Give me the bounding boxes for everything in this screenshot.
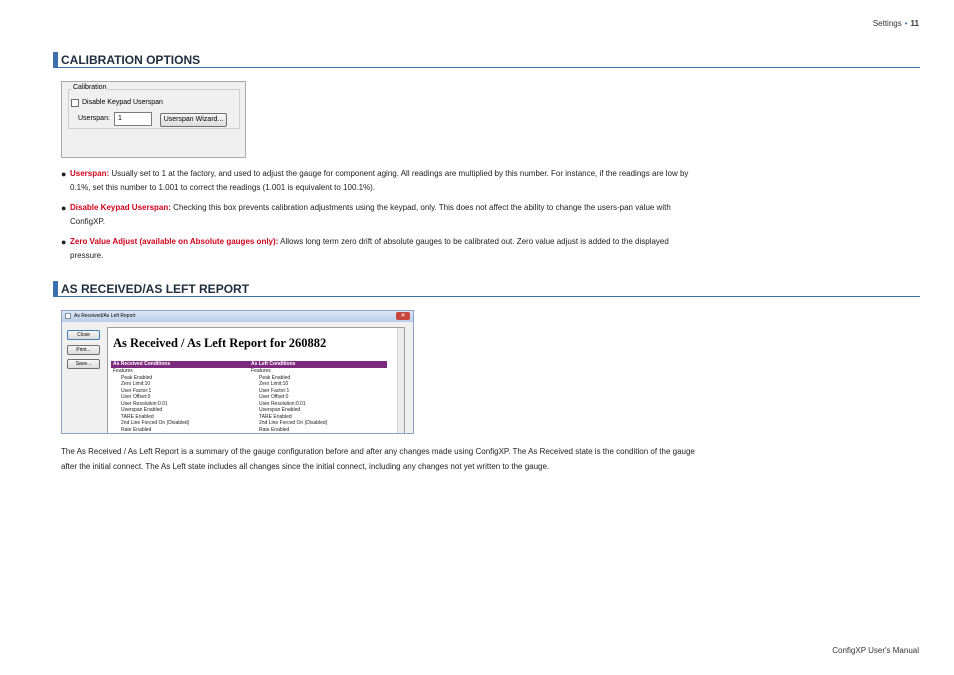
report-line: Rate Enabled <box>259 426 290 433</box>
disable-keypad-userspan-label: Disable Keypad Userspan <box>82 99 163 106</box>
features-label: Features <box>113 368 133 374</box>
page-footer: ConfigXP User's Manual <box>832 646 919 655</box>
as-left-column <box>249 361 387 433</box>
report-line: 2nd Line Forced On (Disabled) <box>121 420 190 426</box>
window-app-icon <box>65 313 71 319</box>
disable-keypad-userspan-checkbox[interactable] <box>71 99 79 107</box>
report-line: User Resolution:0.01 <box>121 400 168 407</box>
bullet-dot: ● <box>61 203 67 213</box>
bullet-term: Disable Keypad Userspan: <box>70 203 171 212</box>
as-received-header: As Received Conditions <box>111 361 249 368</box>
report-line: Rate Enabled <box>121 426 152 433</box>
bullet-userspan <box>61 167 701 195</box>
report-section-heading <box>53 280 920 297</box>
report-window-title: As Received/As Left Report <box>74 313 136 319</box>
heading-accent-bar <box>53 281 58 296</box>
as-received-column <box>111 361 249 433</box>
report-line: Zero Limit:10 <box>121 381 151 387</box>
report-scrollbar[interactable] <box>397 328 404 434</box>
report-window-screenshot <box>61 310 414 434</box>
bullet-text: Usually set to 1 at the factory, and used to adjust the gauge for component aging. All readings are multiplied by this number. For instance, if the readings are low by 0.1%, set this number to 1.001 to correct the readings (1.001 is equivalent to 100.1%). <box>70 169 689 192</box>
calibration-section-heading <box>53 51 920 68</box>
heading-accent-bar <box>53 52 58 67</box>
report-line: User Factor:1 <box>259 387 290 394</box>
calibration-bullet-list <box>61 167 701 269</box>
bullet-term: Userspan: <box>70 169 110 178</box>
report-line: TARE Enabled <box>121 413 154 420</box>
bullet-term: Zero Value Adjust (available on Absolute gauges only): <box>70 237 279 246</box>
bullet-text: Checking this box prevents calibration adjustments using the keypad, only. This does not affect the ability to change the users-pan value with ConfigXP. <box>70 203 671 226</box>
report-heading-text: AS RECEIVED/AS LEFT REPORT <box>61 282 250 296</box>
page-number: 11 <box>910 19 919 28</box>
report-line: 2nd Line Forced On (Disabled) <box>259 420 328 426</box>
report-save-button[interactable]: Save... <box>67 359 100 369</box>
report-line: User Offset:0 <box>121 394 151 400</box>
bullet-dot: ● <box>61 237 67 247</box>
calibration-heading-text: CALIBRATION OPTIONS <box>61 53 201 67</box>
header-separator: • <box>904 19 908 28</box>
features-label: Features <box>251 368 271 374</box>
report-close-button[interactable]: Close <box>67 330 100 340</box>
report-line: Userspan Enabled <box>259 407 301 413</box>
report-line: Peak Enabled <box>259 374 291 381</box>
report-description-paragraph: The As Received / As Left Report is a summary of the gauge configuration before and after any changes made using ConfigXP. The As Received state is the condition of the gauge after the initial connect. The As Left state includes all changes since the initial connect, including any changes not yet written to the gauge. <box>61 447 695 471</box>
report-line: TARE Enabled <box>259 413 292 420</box>
report-line: Zero Limit:10 <box>259 381 289 387</box>
bullet-text: Allows long term zero drift of absolute gauges to be calibrated out. Zero value adjust is added to the displayed pressure. <box>70 237 669 260</box>
report-window-titlebar <box>62 311 413 322</box>
window-close-icon[interactable]: ✕ <box>396 312 410 320</box>
as-left-header: As Left Conditions <box>249 361 387 368</box>
userspan-label: Userspan: <box>78 115 110 122</box>
report-line: User Resolution:0.01 <box>259 400 306 407</box>
calibration-dialog-screenshot <box>61 81 246 158</box>
report-print-button[interactable]: Print... <box>67 345 100 355</box>
report-line: Peak Enabled <box>121 374 153 381</box>
report-content-pane <box>107 327 405 434</box>
calibration-group-label: Calibration <box>73 84 107 91</box>
userspan-input[interactable]: 1 <box>114 112 152 126</box>
report-line: User Factor:1 <box>121 387 152 394</box>
report-line: User Offset:0 <box>259 394 289 400</box>
report-line: Userspan Enabled <box>121 407 163 413</box>
bullet-dot: ● <box>61 169 67 179</box>
header-section-name: Settings <box>872 19 902 28</box>
userspan-wizard-button[interactable]: Userspan Wizard... <box>160 113 227 127</box>
report-title: As Received / As Left Report for 260882 <box>113 336 327 350</box>
page-header <box>873 19 919 28</box>
bullet-zero-value-adjust <box>61 235 701 263</box>
bullet-disable-keypad-userspan <box>61 201 701 229</box>
